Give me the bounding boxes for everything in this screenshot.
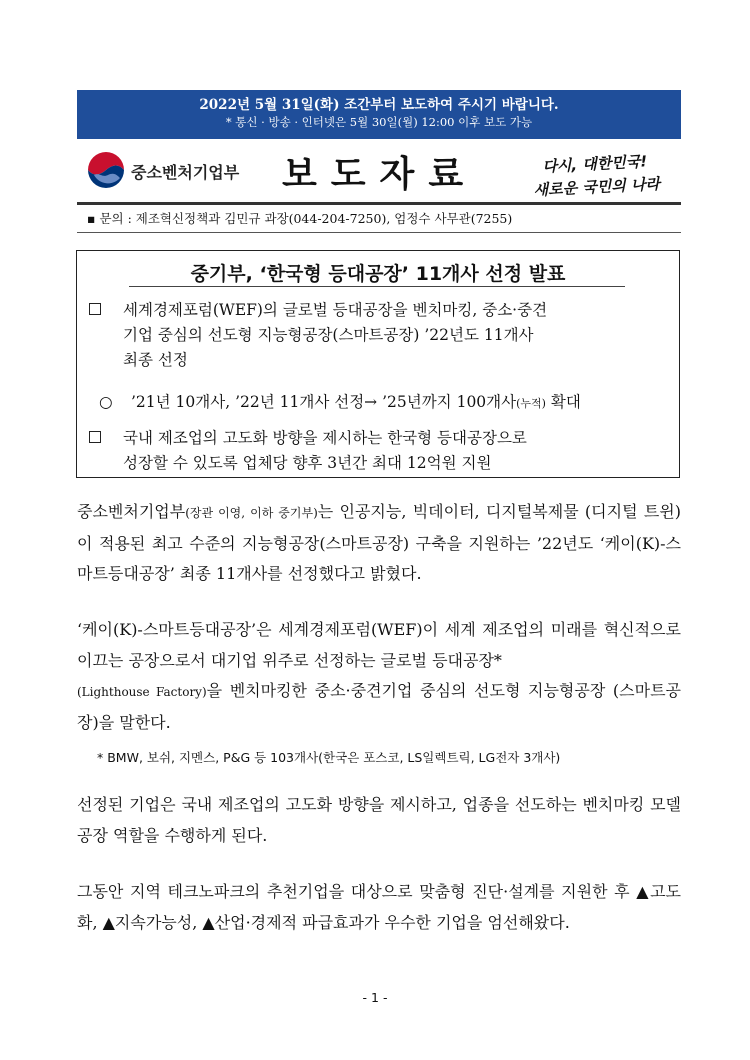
slogan-line-1: 다시, 대한민국! xyxy=(541,152,648,176)
contact-info: ▪ 문의 : 제조혁신정책과 김민규 과장(044-204-7250), 엄정수 사무관(7255) xyxy=(77,205,681,233)
body-paragraph-1 xyxy=(77,497,681,590)
body-paragraph-3: 선정된 기업은 국내 제조업의 고도화 방향을 제시하고, 업종을 선도하는 벤치마킹 모델공장 역할을 수행하게 된다. xyxy=(77,795,681,845)
headline-underline xyxy=(129,286,625,287)
bullet-1-line-1: 세계경제포럼(WEF)의 글로벌 등대공장을 벤치마킹, 중소·중견 xyxy=(123,301,548,319)
headline: 중기부, ‘한국형 등대공장’ 11개사 선정 발표 xyxy=(190,263,566,285)
p2-text-a: ‘케이(K)-스마트등대공장’은 세계경제포럼(WEF)이 세계 제조업의 미래를 혁신적으로 이끄는 공장으로서 대기업 위주로 선정하는 글로벌 등대공장* xyxy=(77,620,681,670)
body-paragraph-2 xyxy=(77,615,681,738)
slogan-line-2: 새로운 국민의 나라 xyxy=(533,174,661,199)
bullet-2-line-1: 국내 제조업의 고도화 방향을 제시하는 한국형 등대공장으로 xyxy=(123,429,527,447)
bullet-1-line-2: 기업 중심의 선도형 지능형공장(스마트공장) ’22년도 11개사 xyxy=(123,326,534,344)
p1-note: (장관 이영, 이하 중기부) xyxy=(185,506,318,520)
summary-sub-bullet xyxy=(99,390,669,416)
embargo-note: * 통신 · 방송 · 인터넷은 5월 30일(월) 12:00 이후 보도 가능 xyxy=(225,115,533,129)
summary-box xyxy=(76,250,680,478)
sub-bullet-main: ’21년 10개사, ’22년 11개사 선정→ ’25년까지 100개사 xyxy=(131,393,517,411)
summary-bullet-2 xyxy=(89,426,669,476)
p1-text-a: 중소벤처기업부 xyxy=(77,502,186,521)
p1-text-b: 는 인공지능, 빅데이터, 디지털복제물 (디지털 트윈)이 적용된 최고 수준의 지능형공장(스마트공장) 구축을 지원하는 ’22년도 ‘케이(K)-스마트등대공장’ 최종 11개사를 선정했다고 밝혔다. xyxy=(77,502,681,583)
sub-bullet-note: (누적) xyxy=(516,397,546,410)
slogan xyxy=(523,147,673,199)
press-release-title: 보도자료 xyxy=(282,153,478,195)
embargo-date: 2022년 5월 31일(화) 조간부터 보도하여 주시기 바랍니다. xyxy=(199,97,559,113)
press-header xyxy=(77,141,681,201)
page-number: - 1 - xyxy=(362,990,388,1005)
body-paragraph-4: 그동안 지역 테크노파크의 추천기업을 대상으로 맞춤형 진단·설계를 지원한 후 ▲고도화, ▲지속가능성, ▲산업·경제적 파급효과가 우수한 기업을 엄선해왔다. xyxy=(77,882,681,932)
ministry-name: 중소벤처기업부 xyxy=(131,163,240,182)
p2-note: (Lighthouse Factory) xyxy=(77,685,207,699)
government-emblem-icon xyxy=(87,151,125,189)
p2-text-b: 을 벤치마킹한 중소·중견기업 중심의 선도형 지능형공장 (스마트공장)을 말한다. xyxy=(77,681,681,732)
checkbox-square-icon xyxy=(89,431,101,443)
footnote: * BMW, 보쉬, 지멘스, P&G 등 103개사(한국은 포스코, LS일렉트릭, LG전자 3개사) xyxy=(97,750,561,765)
bullet-2-line-2: 성장할 수 있도록 업체당 향후 3년간 최대 12억원 지원 xyxy=(123,454,492,472)
bullet-1-line-3: 최종 선정 xyxy=(123,351,188,369)
checkbox-square-icon xyxy=(89,303,101,315)
circle-bullet-icon: ○ xyxy=(99,393,113,411)
sub-bullet-text xyxy=(131,390,669,416)
sub-bullet-end: 확대 xyxy=(550,393,581,411)
embargo-banner xyxy=(77,90,681,139)
summary-bullet-1 xyxy=(89,298,669,373)
